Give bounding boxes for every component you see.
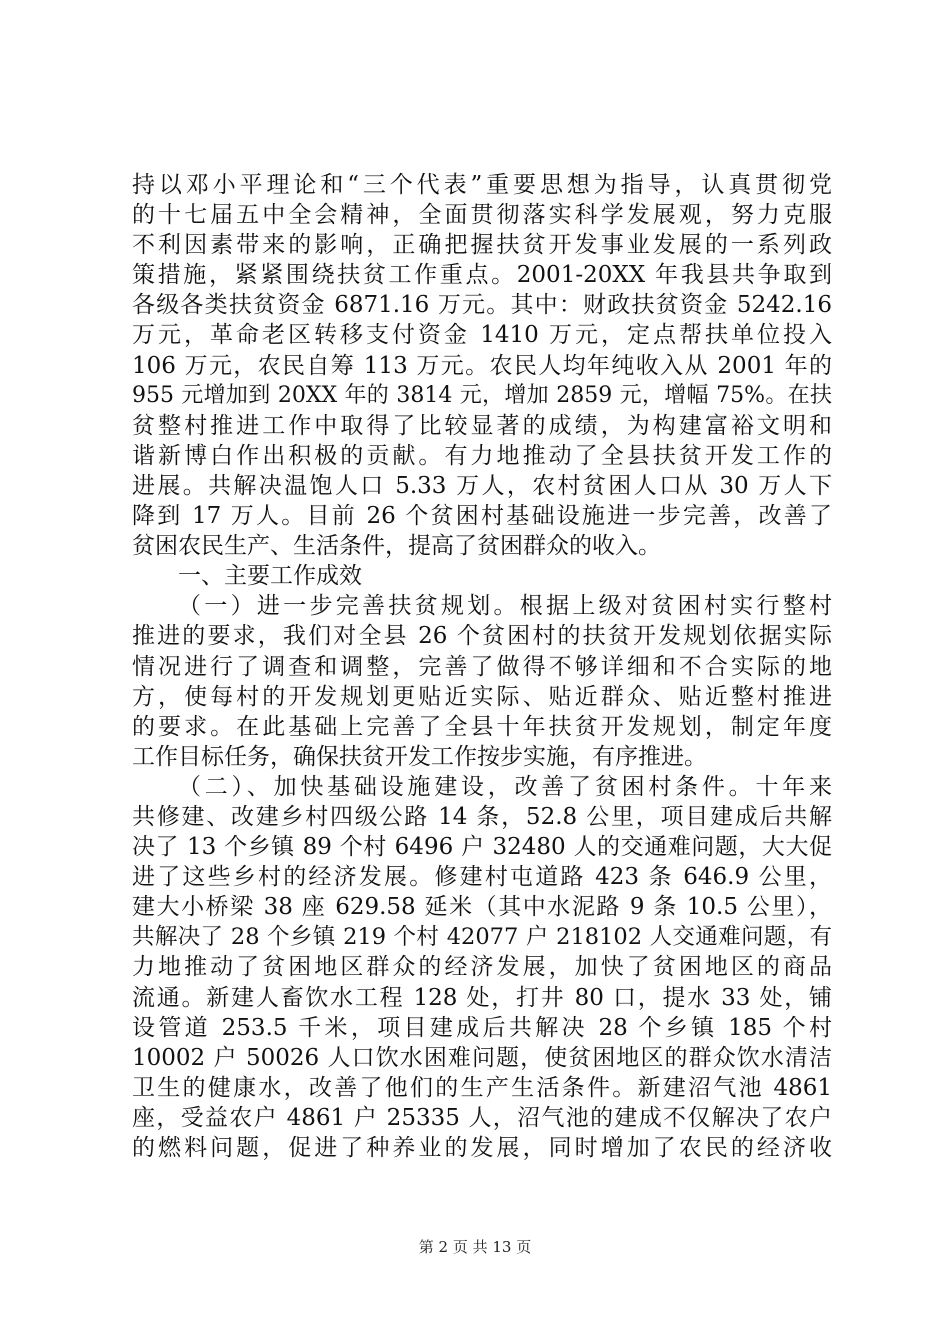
text-line: 持以邓小平理论和“三个代表”重要思想为指导，认真贯彻党 [132, 172, 832, 198]
text-line: 万元，革命老区转移支付资金 1410 万元，定点帮扶单位投入 [132, 322, 832, 349]
text-line: 进了这些乡村的经济发展。修建村屯道路 423 条 646.9 公里， [132, 864, 832, 891]
text-line: 卫生的健康水，改善了他们的生产生活条件。新建沼气池 4861 [132, 1074, 832, 1101]
text-line: 座，受益农户 4861 户 25335 人，沼气池的建成不仅解决了农户 [132, 1104, 832, 1131]
text-line: 流通。新建人畜饮水工程 128 处，打井 80 口，提水 33 处，铺 [132, 984, 832, 1011]
text-line: 共修建、改建乡村四级公路 14 条，52.8 公里，项目建成后共解 [132, 803, 832, 830]
text-line: 10002 户 50026 人口饮水困难问题，使贫困地区的群众饮水清洁 [132, 1044, 832, 1071]
text-line: 各级各类扶贫资金 6871.16 万元。其中：财政扶贫资金 5242.16 [132, 292, 832, 319]
text-line: 不利因素带来的影响，正确把握扶贫开发事业发展的一系列政 [132, 232, 832, 259]
text-line: 贫整村推进工作中取得了比较显著的成绩，为构建富裕文明和 [132, 412, 832, 439]
subsection-heading: （一）进一步完善扶贫规划。根据上级对贫困村实行整村 [178, 593, 832, 620]
text-line: 方，使每村的开发规划更贴近实际、贴近群众、贴近整村推进 [132, 683, 832, 710]
text-line: 的要求。在此基础上完善了全县十年扶贫开发规划，制定年度 [132, 713, 832, 740]
text-line: 决了 13 个乡镇 89 个村 6496 户 32480 人的交通难问题，大大促 [132, 834, 832, 861]
text-line: 工作目标任务，确保扶贫开发工作按步实施，有序推进。 [132, 743, 707, 770]
text-line: 设管道 253.5 千米，项目建成后共解决 28 个乡镇 185 个村 [132, 1014, 832, 1041]
text-line: 进展。共解决温饱人口 5.33 万人，农村贫困人口从 30 万人下 [132, 472, 832, 499]
subsection-heading: （二）、加快基础设施建设，改善了贫困村条件。十年来 [178, 773, 832, 800]
text-line: 955 元增加到 20XX 年的 3814 元，增加 2859 元，增幅 75%。在扶 [132, 382, 832, 408]
text-line: 106 万元，农民自筹 113 万元。农民人均年纯收入从 2001 年的 [132, 352, 832, 379]
text-line: 降到 17 万人。目前 26 个贫困村基础设施进一步完善，改善了 [132, 503, 832, 530]
page-number-footer: 第 2 页 共 13 页 [418, 1238, 532, 1256]
text-line: 力地推动了贫困地区群众的经济发展，加快了贫困地区的商品 [132, 954, 832, 981]
text-line: 推进的要求，我们对全县 26 个贫困村的扶贫开发规划依据实际 [132, 623, 832, 650]
body-text [132, 170, 832, 1163]
text-line: 的燃料问题，促进了种养业的发展，同时增加了农民的经济收 [132, 1135, 832, 1161]
text-line: 建大小桥梁 38 座 629.58 延米（其中水泥路 9 条 10.5 公里）， [132, 894, 832, 921]
text-line: 贫困农民生产、生活条件，提高了贫困群众的收入。 [132, 533, 661, 560]
text-line: 谐新博白作出积极的贡献。有力地推动了全县扶贫开发工作的 [132, 442, 832, 469]
text-line: 策措施，紧紧围绕扶贫工作重点。2001-20XX 年我县共争取到 [132, 262, 832, 289]
text-line: 的十七届五中全会精神，全面贯彻落实科学发展观，努力克服 [132, 202, 832, 229]
text-line: 共解决了 28 个乡镇 219 个村 42077 户 218102 人交通难问题，有 [132, 924, 832, 951]
text-line: 情况进行了调查和调整，完善了做得不够详细和不合实际的地 [132, 653, 832, 680]
section-heading: 一、主要工作成效 [178, 563, 362, 590]
